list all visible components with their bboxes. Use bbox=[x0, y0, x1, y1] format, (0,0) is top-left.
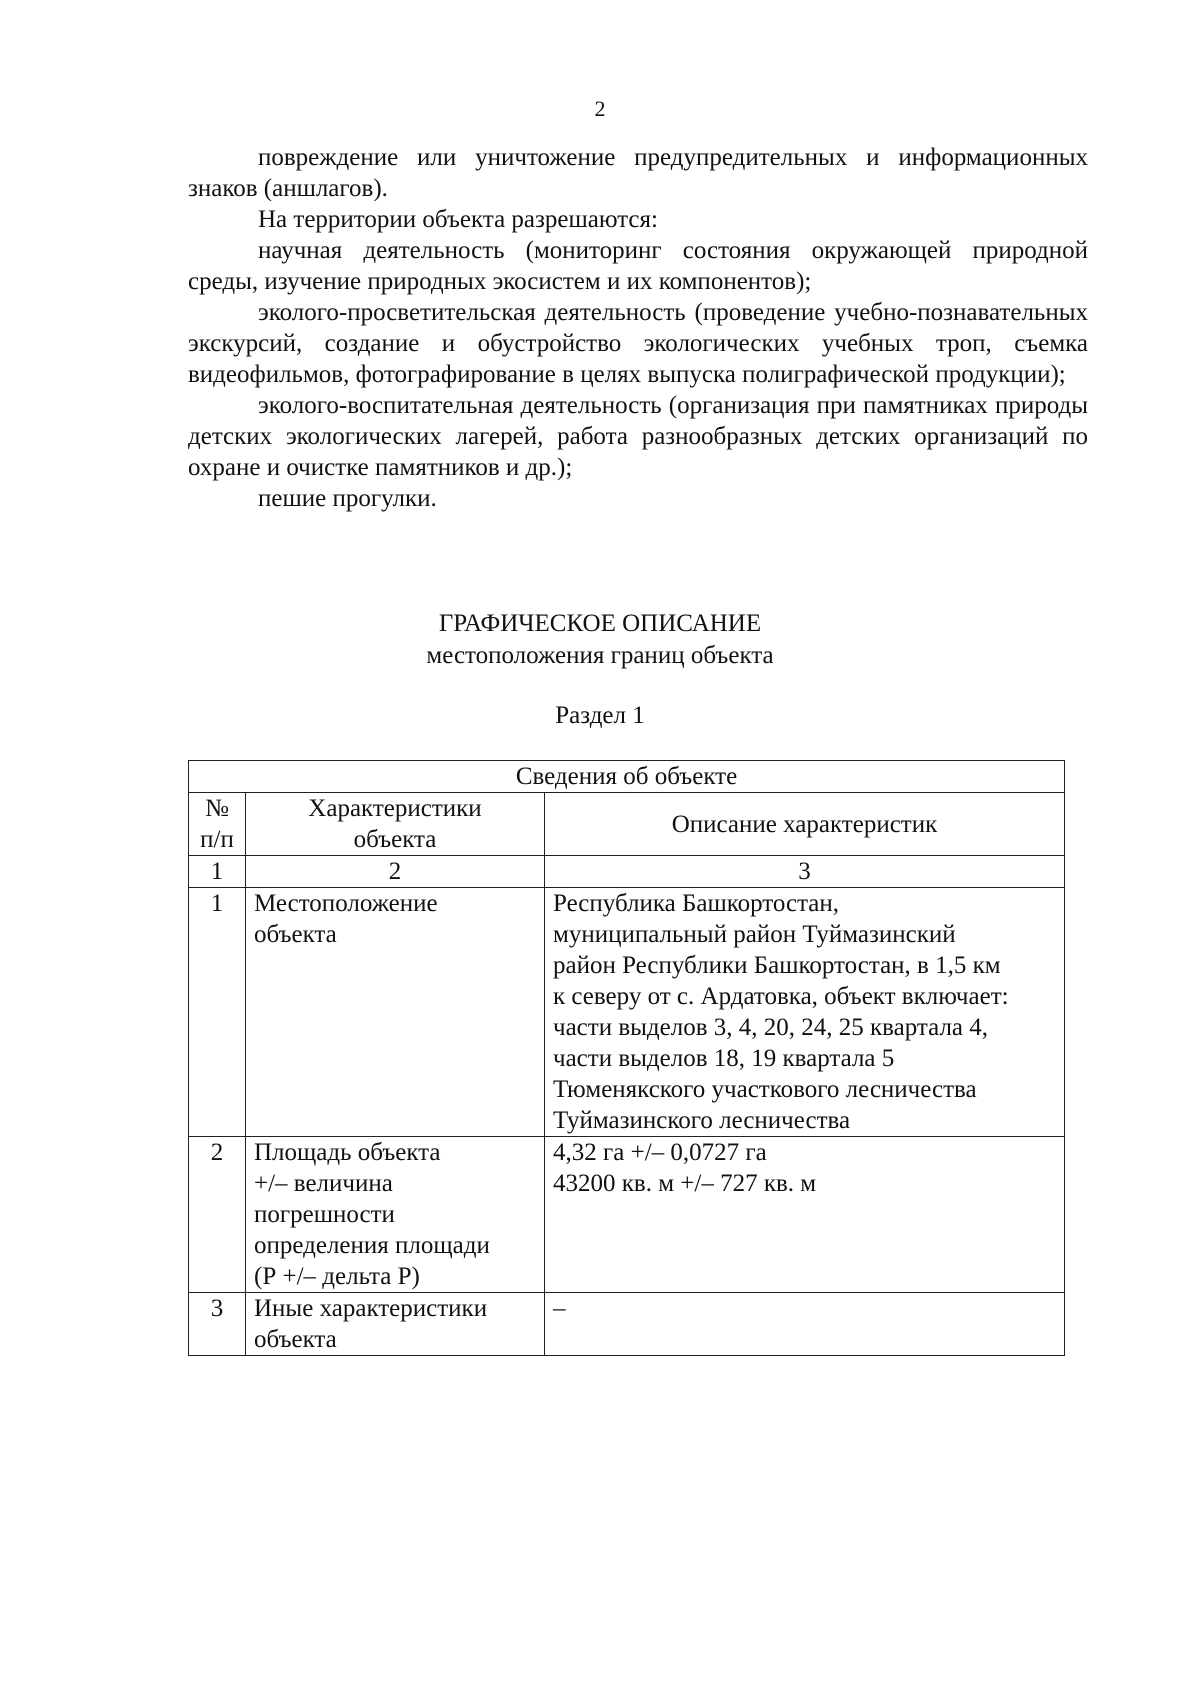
paragraph: эколого-воспитательная деятельность (организация при памятниках природы детских экологических лагерей, работа разнообразных детских организаций по охране и очистке памятников и др.); bbox=[188, 392, 1088, 481]
paragraph: пешие прогулки. bbox=[258, 485, 437, 512]
body-text bbox=[188, 142, 1088, 514]
header-characteristic: Характеристики объекта bbox=[246, 793, 545, 856]
table-caption: Сведения об объекте bbox=[189, 761, 1065, 793]
row-characteristic: Иные характеристики объекта bbox=[246, 1293, 545, 1356]
row-characteristic: Местоположение объекта bbox=[246, 888, 545, 1137]
column-number: 2 bbox=[246, 856, 545, 888]
table-header-row bbox=[189, 793, 1065, 856]
column-number: 3 bbox=[545, 856, 1065, 888]
column-number: 1 bbox=[189, 856, 246, 888]
column-number-row bbox=[189, 856, 1065, 888]
table-row bbox=[189, 888, 1065, 1137]
paragraph: На территории объекта разрешаются: bbox=[258, 206, 658, 233]
section-heading bbox=[0, 608, 1200, 672]
table-caption-row bbox=[189, 761, 1065, 793]
section-label: Раздел 1 bbox=[555, 702, 645, 729]
row-characteristic: Площадь объекта +/– величина погрешности определения площади (Р +/– дельта Р) bbox=[246, 1137, 545, 1293]
paragraph: научная деятельность (мониторинг состояния окружающей природной среды, изучение природных экосистем и их компонентов); bbox=[188, 237, 1088, 295]
heading-subtitle: местоположения границ объекта bbox=[426, 642, 774, 669]
row-num: 3 bbox=[189, 1293, 246, 1356]
table-row bbox=[189, 1293, 1065, 1356]
object-info-table bbox=[188, 760, 1065, 1356]
header-num: № п/п bbox=[189, 793, 246, 856]
page-number: 2 bbox=[594, 96, 606, 121]
table-row bbox=[189, 1137, 1065, 1293]
row-description: – bbox=[545, 1293, 1065, 1356]
row-description: Республика Башкортостан, муниципальный район Туймазинский район Республики Башкортостан, в 1,5 км к северу от с. Ардатовка, объект включает: части выделов 3, 4, 20, 24, 25 квартала 4, части выделов 18, 19 квартала 5 Тюменякского участкового лесничества Туймазинского лесничества bbox=[545, 888, 1065, 1137]
paragraph: повреждение или уничтожение предупредительных и информационных знаков (аншлагов). bbox=[188, 144, 1088, 202]
paragraph: эколого-просветительская деятельность (проведение учебно-познавательных экскурсий, создание и обустройство экологических учебных троп, съемка видеофильмов, фотографирование в целях выпуска полиграфической продукции); bbox=[188, 299, 1088, 388]
row-num: 1 bbox=[189, 888, 246, 1137]
header-description: Описание характеристик bbox=[545, 793, 1065, 856]
row-description: 4,32 га +/– 0,0727 га 43200 кв. м +/– 727 кв. м bbox=[545, 1137, 1065, 1293]
row-num: 2 bbox=[189, 1137, 246, 1293]
heading-title: ГРАФИЧЕСКОЕ ОПИСАНИЕ bbox=[438, 610, 762, 637]
